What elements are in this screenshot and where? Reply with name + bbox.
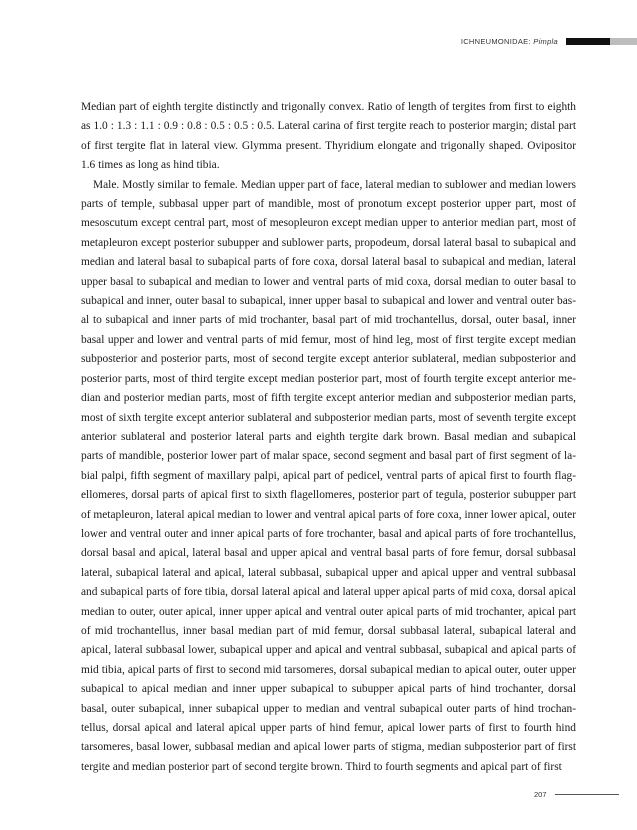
body-text xyxy=(81,98,576,777)
footer-rule xyxy=(555,794,619,795)
running-header xyxy=(461,36,637,46)
family-name: ICHNEUMONIDAE: xyxy=(460,36,531,46)
header-bar-dark xyxy=(566,38,610,45)
running-header-title xyxy=(461,37,558,46)
genus-name: Pimpla xyxy=(533,36,558,46)
paragraph-male-description: Male. Mostly similar to female. Median upper part of face, lateral median to sublower and median lowers parts of temple, subbasal upper part of mandible, most of pronotum except posterior upper part, most of mesoscutum except central part, most of mesopleuron except median upper to anterior median part, most of metapleuron except posterior subupper and sublower parts, propodeum, dorsal lateral basal to subapical and median and lateral basal to subapical parts of fore coxa, dorsal lateral basal to subapical and median, lateral upper basal to subapical and median to lower and ventral parts of mid coxa, dorsal median to outer basal to subapical and inner, outer basal to subapical, inner upper basal to subapical and lower and ventral outer basal to subapical and inner parts of mid trochanter, basal part of mid trochantellus, dorsal, outer basal, inner basal upper and lower and ventral parts of mid femur, most of hind leg, most of first tergite except median subposterior and posterior parts, most of second tergite except anterior sublateral, median subposterior and posterior parts, most of third tergite except median posterior part, most of fourth tergite except anterior median and posterior median parts, most of fifth tergite except anterior median and subposterior median parts, most of sixth tergite except anterior sublateral and subposterior median parts, most of seventh tergite except anterior sublateral and posterior lateral parts and eighth tergite dark brown. Basal median and subapical parts of mandible, posterior lower part of malar space, second segment and basal part of first segment of labial palpi, fifth segment of maxillary palpi, apical part of pedicel, ventral parts of apical first to fourth flagellomeres, dorsal parts of apical first to sixth flagellomeres, posterior part of tegula, posterior subupper part of metapleuron, lateral apical median to lower and ventral apical parts of fore coxa, inner lower apical, outer lower and ventral outer and inner apical parts of fore trochanter, basal and apical parts of fore trochantellus, dorsal basal and apical, lateral basal and upper apical and ventral basal parts of fore femur, dorsal subbasal lateral, subapical lateral and apical, lateral subbasal, subapical upper and apical upper and ventral subbasal and subapical parts of fore tibia, dorsal lateral apical and lateral upper apical parts of mid coxa, dorsal apical median to outer, outer apical, inner upper apical and ventral outer apical parts of mid trochanter, apical part of mid trochantellus, inner basal median part of mid femur, dorsal subbasal lateral, subapical lateral and apical, lateral subbasal lower, subapical upper and apical and ventral subbasal, subapical and apical parts of mid tibia, apical parts of first to second mid tarsomeres, dorsal subapical median to apical outer, outer upper subapical to apical median and inner upper subapical to subupper apical parts of hind trochanter, dorsal basal, outer subapical, inner subapical upper to median and ventral subapical outer parts of hind trochantellus, dorsal apical and lateral apical upper parts of hind femur, apical lower parts of first to fourth hind tarsomeres, basal lower, subbasal median and apical lower parts of stigma, median subposterior part of first tergite and median posterior part of second tergite brown. Third to fourth segments and apical part of first xyxy=(81,178,576,773)
page-number: 207 xyxy=(534,790,547,799)
page-footer xyxy=(534,790,619,799)
paragraph-female-description: Median part of eighth tergite distinctly and trigonally convex. Ratio of length of tergites from first to eighth as 1.0 : 1.3 : 1.1 : 0.9 : 0.8 : 0.5 : 0.5 : 0.5. Lateral carina of first tergite reach to posterior margin; distal part of first tergite flat in lateral view. Glymma present. Thyridium elongate and trigonally shaped. Ovipositor 1.6 times as long as hind tibia. xyxy=(81,101,576,172)
header-bar-light xyxy=(610,38,637,45)
